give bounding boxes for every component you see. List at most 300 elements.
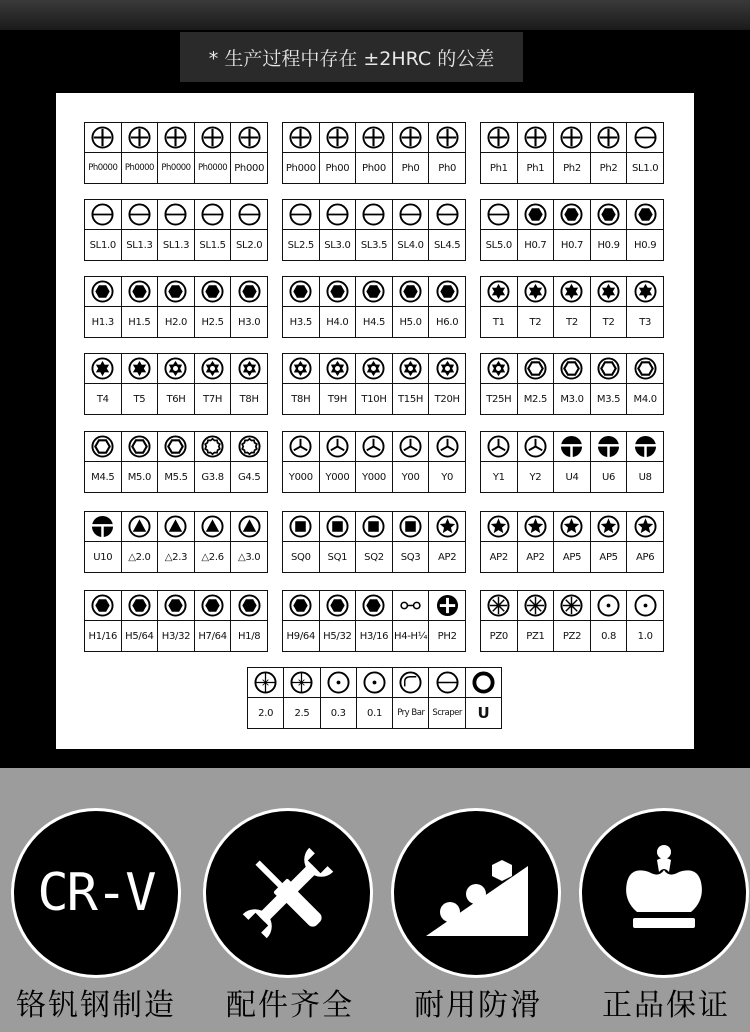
triangle-icon (195, 512, 231, 542)
bit-label: H1/8 (237, 630, 261, 642)
bit-cell (158, 200, 195, 261)
bit-label: M3.0 (560, 393, 584, 405)
pozidriv-thin-icon (248, 668, 283, 698)
bit-cell (284, 668, 320, 729)
bit-cell (356, 591, 393, 652)
bit-cell (85, 123, 122, 184)
hex-icon (283, 591, 319, 621)
torx-icon (627, 277, 663, 307)
feature-antislip (391, 808, 561, 978)
tri-wing-icon (320, 432, 356, 462)
bit-cell (357, 668, 393, 729)
phillips-icon (85, 123, 121, 153)
torx-icon (122, 354, 158, 384)
u-bit-icon (591, 432, 627, 462)
bit-cell (195, 123, 232, 184)
bit-cell (591, 354, 628, 415)
bit-label: H0.7 (560, 239, 584, 251)
bit-cell (393, 432, 430, 493)
pozidriv-icon (518, 591, 554, 621)
bit-label: T8H (291, 393, 311, 405)
bit-cell (195, 200, 232, 261)
bit-cell (554, 277, 591, 338)
bit-label: M4.0 (633, 393, 657, 405)
bit-cell (627, 591, 664, 652)
phillips-icon (481, 123, 517, 153)
hex-icon (195, 277, 231, 307)
bit-group (282, 511, 466, 573)
bit-cell (122, 354, 159, 415)
torx-security-icon (356, 354, 392, 384)
hex-icon (320, 591, 356, 621)
hex-icon (356, 277, 392, 307)
slotted-icon (231, 200, 267, 230)
bit-cell (591, 200, 628, 261)
bit-cell (356, 123, 393, 184)
phillips-icon (393, 123, 429, 153)
tolerance-notice: * 生产过程中存在 ±2HRC 的公差 (180, 32, 523, 82)
bit-cell (356, 432, 393, 493)
pentalobe-icon (481, 512, 517, 542)
bit-cell (195, 432, 232, 493)
feature-tools (203, 808, 373, 978)
bit-group (282, 276, 466, 338)
bit-label: Ph000 (285, 162, 316, 174)
bit-cell (429, 432, 466, 493)
bit-label: Ph00 (325, 162, 350, 174)
bit-cell (158, 123, 195, 184)
bit-label: M4.5 (91, 471, 115, 483)
bit-cell (283, 432, 320, 493)
bit-label: H1/16 (88, 630, 118, 642)
phillips-icon (283, 123, 319, 153)
bit-label: Ph0000 (88, 163, 118, 173)
hex-icon (627, 200, 663, 230)
bit-label: SL1.0 (89, 239, 116, 251)
square-icon (356, 512, 392, 542)
bit-label: SL4.0 (397, 239, 424, 251)
bit-label: H0.9 (597, 239, 620, 251)
bit-cell (158, 277, 195, 338)
bit-label: T3 (639, 316, 652, 328)
bit-cell (627, 512, 664, 573)
bit-cell (627, 123, 664, 184)
bit-cell (122, 200, 159, 261)
bit-label: Ph000 (234, 162, 265, 174)
bit-group (247, 667, 502, 729)
u-bit-icon (554, 432, 590, 462)
bit-label: U10 (93, 551, 113, 563)
hex-icon (195, 591, 231, 621)
bit-label: PH2 (437, 630, 457, 642)
pentalobe-icon (591, 512, 627, 542)
bit-cell (195, 512, 232, 573)
bit-label: Ph2 (599, 162, 618, 174)
bit-cell (320, 591, 357, 652)
bit-cell (231, 200, 268, 261)
bit-cell (320, 432, 357, 493)
bit-label: H5/64 (125, 630, 154, 642)
slotted-icon (85, 200, 121, 230)
dot-icon (321, 668, 356, 698)
bit-group (84, 431, 268, 493)
bit-label: H3.5 (289, 316, 312, 328)
bit-cell (85, 277, 122, 338)
bit-label: U (477, 704, 490, 722)
bit-cell (195, 591, 232, 652)
bit-cell (518, 591, 555, 652)
bit-group (282, 122, 466, 184)
bit-label: SL3.5 (360, 239, 388, 251)
bit-group (480, 511, 664, 573)
bit-cell (481, 432, 518, 493)
hex-icon (85, 591, 121, 621)
bit-cell (85, 512, 122, 573)
bit-cell (283, 591, 320, 652)
bit-cell (320, 123, 357, 184)
bit-cell (591, 277, 628, 338)
bit-cell (481, 123, 518, 184)
hex-icon (158, 277, 194, 307)
bit-label: Ph0 (438, 162, 457, 174)
hex-icon (122, 591, 158, 621)
bit-label: 0.1 (367, 707, 383, 719)
tri-wing-icon (356, 432, 392, 462)
bit-cell (393, 277, 430, 338)
triangle-icon (231, 512, 267, 542)
bit-cell (393, 591, 430, 652)
bit-label: Ph1 (526, 162, 545, 174)
bit-label: SL2.5 (287, 239, 314, 251)
bit-group (480, 590, 664, 652)
bit-label: SQ3 (400, 551, 421, 563)
bit-cell (481, 512, 518, 573)
hex-socket-icon (554, 354, 590, 384)
bit-group (84, 122, 268, 184)
bit-cell (554, 354, 591, 415)
bit-label: AP6 (636, 551, 655, 563)
torx-icon (591, 277, 627, 307)
bit-cell (231, 123, 268, 184)
torx-icon (481, 277, 517, 307)
bit-cell (429, 277, 466, 338)
bit-label: M2.5 (523, 393, 548, 405)
torx-icon (85, 354, 121, 384)
bit-label: PZ1 (526, 630, 545, 642)
hex-icon (429, 277, 465, 307)
bit-group (282, 353, 466, 415)
bit-cell (429, 591, 466, 652)
bit-label: G3.8 (201, 471, 224, 483)
bit-cell (320, 277, 357, 338)
phillips-icon (429, 123, 465, 153)
triangle-icon (158, 512, 194, 542)
bit-chart-sheet (56, 93, 694, 749)
hex-icon (231, 277, 267, 307)
bit-cell (554, 591, 591, 652)
bit-cell (591, 591, 628, 652)
bit-label: SL2.0 (236, 239, 263, 251)
bit-cell (627, 200, 664, 261)
phillips-icon (195, 123, 231, 153)
hex-socket-icon (85, 432, 121, 462)
hex-icon (158, 591, 194, 621)
triangle-icon (122, 512, 158, 542)
bit-label: U8 (638, 471, 652, 483)
bit-label: T20H (434, 393, 460, 405)
slotted-icon (158, 200, 194, 230)
bit-label: H3/32 (161, 630, 191, 642)
bit-cell (231, 277, 268, 338)
tri-wing-icon (518, 432, 554, 462)
bit-cell (231, 354, 268, 415)
bit-label: H2.5 (201, 316, 224, 328)
dot-icon (627, 591, 663, 621)
slotted-icon (320, 200, 356, 230)
ring-icon (466, 668, 501, 698)
bit-label: Ph2 (563, 162, 581, 174)
phillips-icon (554, 123, 590, 153)
tri-wing-icon (429, 432, 465, 462)
bit-cell (429, 512, 466, 573)
bit-cell (591, 432, 628, 493)
hex-socket-icon (591, 354, 627, 384)
bit-cell (158, 432, 195, 493)
bit-cell (320, 354, 357, 415)
hex-icon (85, 277, 121, 307)
bit-cell (231, 591, 268, 652)
bit-label: H3/16 (359, 630, 389, 642)
slotted-icon (283, 200, 319, 230)
bit-label: Ph0000 (198, 163, 228, 173)
bit-label: Ph1 (489, 162, 508, 174)
bit-label: H5.0 (399, 316, 422, 328)
bit-group (84, 590, 268, 652)
bit-label: AP2 (526, 551, 545, 563)
bit-cell (122, 277, 159, 338)
bit-label: PZ2 (562, 630, 582, 642)
antislip-icon (416, 838, 536, 948)
hex-socket-icon (158, 432, 194, 462)
bit-group (84, 199, 268, 261)
tri-wing-icon (393, 432, 429, 462)
bit-cell (158, 354, 195, 415)
bit-cell (481, 591, 518, 652)
hex-icon (393, 277, 429, 307)
bit-label: H5/32 (323, 630, 352, 642)
bit-label: SQ0 (290, 551, 311, 563)
bit-label: T4 (96, 393, 109, 405)
bit-cell (122, 512, 159, 573)
slotted-icon (122, 200, 158, 230)
bit-label: △2.6 (201, 551, 224, 563)
bit-label: M5.5 (164, 471, 188, 483)
pentalobe-icon (554, 512, 590, 542)
feature-crown (579, 808, 749, 978)
bit-cell (518, 123, 555, 184)
phillips-icon (356, 123, 392, 153)
bit-label: H2.0 (164, 316, 188, 328)
slotted-icon (429, 200, 465, 230)
hex-icon (356, 591, 392, 621)
bit-label: T2 (602, 316, 615, 328)
bit-cell (320, 200, 357, 261)
feature-caption-crown: 正品保证 (602, 988, 730, 1023)
bit-cell (122, 123, 159, 184)
bit-cell (518, 354, 555, 415)
bit-label: T2 (529, 316, 542, 328)
square-icon (393, 512, 429, 542)
bit-cell (554, 432, 591, 493)
bit-cell (85, 200, 122, 261)
bit-cell (356, 512, 393, 573)
bit-group (480, 122, 664, 184)
bit-cell (554, 200, 591, 261)
bit-label: AP2 (489, 551, 508, 563)
bit-cell (356, 277, 393, 338)
bit-label: U6 (602, 471, 616, 483)
bit-label: 2.5 (294, 707, 310, 719)
bit-cell (518, 277, 555, 338)
bit-label: Y000 (361, 471, 386, 483)
bit-label: T10H (361, 393, 387, 405)
bit-label: G4.5 (237, 471, 261, 483)
bit-cell (321, 668, 357, 729)
torx-security-icon (320, 354, 356, 384)
torx-icon (518, 277, 554, 307)
bit-label: H4.0 (326, 316, 349, 328)
bit-label: T6H (166, 393, 186, 405)
bit-label: H6.0 (436, 316, 459, 328)
feature-caption-crv: 铬钒钢制造 (16, 988, 176, 1023)
bit-label: SL3.0 (324, 239, 351, 251)
crown-icon (609, 838, 719, 948)
bit-group (84, 353, 268, 415)
tri-wing-icon (481, 432, 517, 462)
bit-group (282, 431, 466, 493)
bit-label: T1 (492, 316, 505, 328)
square-icon (283, 512, 319, 542)
bit-group (480, 431, 664, 493)
bit-label: SL1.3 (162, 239, 190, 251)
bit-group (480, 276, 664, 338)
bit-group (282, 199, 466, 261)
bit-cell (393, 512, 430, 573)
bit-label: SQ2 (364, 551, 384, 563)
crv-text: CR-V (37, 863, 155, 923)
pozidriv-icon (554, 591, 590, 621)
bit-cell (356, 200, 393, 261)
bit-cell (518, 432, 555, 493)
bit-label: H4.5 (362, 316, 386, 328)
bit-label: Y000 (325, 471, 350, 483)
bit-label: U4 (565, 471, 579, 483)
dot-icon (591, 591, 627, 621)
hex-icon (554, 200, 590, 230)
bit-label: H1.5 (128, 316, 151, 328)
bit-label: Y1 (492, 471, 505, 483)
bit-label: Scraper (432, 708, 462, 718)
bit-cell (466, 668, 502, 729)
hex-socket-icon (627, 354, 663, 384)
tools-icon (233, 838, 343, 948)
bit-group (480, 199, 664, 261)
phillips-icon (518, 123, 554, 153)
hex-icon (231, 591, 267, 621)
bit-label: M3.5 (596, 393, 621, 405)
bit-label: Pry Bar (397, 708, 425, 718)
bit-cell (481, 354, 518, 415)
hex-socket-icon (122, 432, 158, 462)
bit-cell (429, 354, 466, 415)
hex-icon (283, 277, 319, 307)
pozidriv-thin-icon (284, 668, 319, 698)
bit-cell (195, 277, 232, 338)
bit-cell (393, 200, 430, 261)
bit-label: Y0 (441, 471, 454, 483)
square-icon (320, 512, 356, 542)
bit-label: H7/64 (198, 630, 227, 642)
bit-label: Ph00 (362, 162, 386, 174)
bit-label: T25H (486, 393, 512, 405)
bit-cell (283, 277, 320, 338)
pentalobe-icon (518, 512, 554, 542)
bit-label: H1.3 (91, 316, 114, 328)
torx-security-icon (429, 354, 465, 384)
pentalobe-icon (627, 512, 663, 542)
bit-cell (122, 432, 159, 493)
bit-label: 2.0 (258, 707, 274, 719)
bit-cell (85, 591, 122, 652)
bit-label: Y000 (288, 471, 313, 483)
pry-bar-icon (393, 668, 428, 698)
bit-cell (283, 512, 320, 573)
bit-cell (591, 512, 628, 573)
bit-cell (429, 123, 466, 184)
bit-cell (283, 123, 320, 184)
slotted-icon (627, 123, 663, 153)
bit-group (84, 276, 268, 338)
bit-label: Ph0 (401, 162, 420, 174)
phillips-filled-icon (429, 591, 465, 621)
feature-crv (11, 808, 181, 978)
slotted-icon (481, 200, 517, 230)
bit-cell (554, 512, 591, 573)
bit-group (282, 590, 466, 652)
bit-cell (591, 123, 628, 184)
bit-label: H0.9 (634, 239, 657, 251)
phillips-icon (158, 123, 194, 153)
bit-label: Y00 (401, 471, 420, 483)
bit-label: H4-H¼ (393, 630, 428, 642)
slotted-icon (393, 200, 429, 230)
bit-label: T5 (133, 393, 146, 405)
hex-icon (591, 200, 627, 230)
bit-label: H0.7 (524, 239, 547, 251)
bit-label: AP2 (438, 551, 457, 563)
torx-security-icon (481, 354, 517, 384)
bit-cell (481, 200, 518, 261)
slotted-icon (195, 200, 231, 230)
bit-label: Ph0000 (161, 163, 191, 173)
bit-cell (393, 668, 429, 729)
phillips-icon (231, 123, 267, 153)
bit-cell (356, 354, 393, 415)
tri-wing-icon (283, 432, 319, 462)
bit-cell (627, 432, 664, 493)
bit-label: AP5 (599, 551, 618, 563)
bit-cell (122, 591, 159, 652)
